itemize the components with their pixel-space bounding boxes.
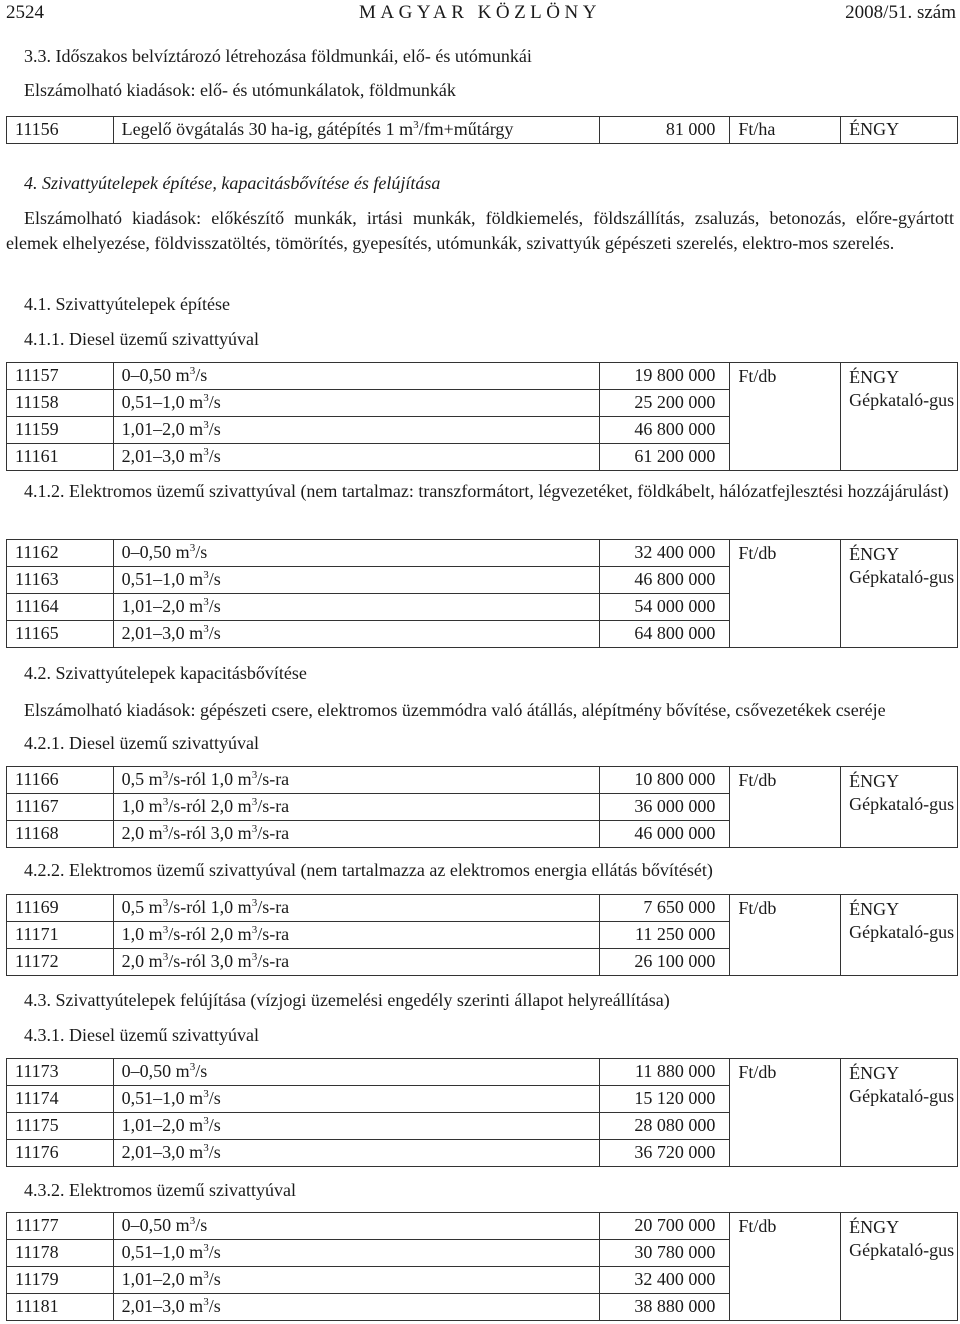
item-source: ÉNGY: [841, 117, 958, 144]
item-price: 46 800 000: [600, 567, 730, 594]
item-description: [113, 1059, 600, 1086]
desc-superscript: 3: [203, 446, 209, 459]
desc-part: /s: [195, 1061, 208, 1082]
desc-superscript: 3: [162, 823, 169, 836]
item-price: 36 720 000: [600, 1140, 730, 1167]
desc-superscript: 3: [251, 924, 258, 937]
item-source: ÉNGY Gépkataló-gus: [841, 540, 958, 648]
item-code: 11167: [7, 794, 114, 821]
desc-superscript: 3: [189, 365, 196, 378]
item-description: [113, 1140, 600, 1167]
item-unit: Ft/ha: [730, 117, 841, 144]
desc-part: /s-ra: [257, 951, 290, 972]
item-description: [113, 567, 600, 594]
item-price: 46 800 000: [600, 417, 730, 444]
item-source: ÉNGY Gépkataló-gus: [841, 895, 958, 976]
section-4-3-2-title: 4.3.2. Elektromos üzemű szivattyúval: [24, 1180, 296, 1200]
desc-part: /s: [208, 1115, 221, 1136]
item-description: [113, 363, 600, 390]
desc-part: /s-ról 3,0 m: [168, 951, 252, 972]
desc-part: 0,51–1,0 m: [121, 392, 204, 413]
item-description: [113, 794, 600, 821]
desc-superscript: 3: [203, 569, 209, 582]
desc-superscript: 3: [251, 769, 258, 782]
item-code: 11176: [7, 1140, 114, 1167]
section-4-1-1-title: 4.1.1. Diesel üzemű szivattyúval: [24, 329, 259, 349]
item-unit: Ft/db: [730, 540, 841, 648]
desc-part: 2,0 m: [121, 823, 163, 844]
desc-superscript: 3: [203, 1115, 209, 1128]
item-code: 11179: [7, 1267, 114, 1294]
table-4-1-1: [6, 362, 958, 471]
desc-superscript: 3: [203, 392, 209, 405]
section-4-1-title: 4.1. Szivattyútelepek építése: [24, 294, 230, 314]
desc-part: /s: [208, 1296, 221, 1317]
desc-superscript: 3: [203, 596, 209, 609]
desc-part: 0–0,50 m: [121, 1215, 190, 1236]
item-price: 54 000 000: [600, 594, 730, 621]
item-code: 11178: [7, 1240, 114, 1267]
item-price: 46 000 000: [600, 821, 730, 848]
desc-part: /s: [195, 365, 208, 386]
item-code: 11159: [7, 417, 114, 444]
item-code: 11177: [7, 1213, 114, 1240]
item-unit: Ft/db: [730, 767, 841, 848]
item-description: [113, 1294, 600, 1321]
item-code: 11174: [7, 1086, 114, 1113]
item-price: 32 400 000: [600, 540, 730, 567]
item-price: 15 120 000: [600, 1086, 730, 1113]
section-4-2-2-title: 4.2.2. Elektromos üzemű szivattyúval (nem tartalmazza az elektromos energia ellátás bővítését): [24, 860, 713, 880]
section-4-3-1-title: 4.3.1. Diesel üzemű szivattyúval: [24, 1025, 259, 1045]
item-code: 11172: [7, 949, 114, 976]
item-description: [113, 821, 600, 848]
desc-superscript: 3: [203, 623, 209, 636]
table-4-1-2: [6, 539, 958, 648]
item-description: [113, 949, 600, 976]
desc-superscript: 3: [162, 924, 169, 937]
desc-part: 1,0 m: [121, 924, 163, 945]
desc-part: /s-ról 1,0 m: [168, 897, 252, 918]
item-price: 64 800 000: [600, 621, 730, 648]
item-price: 19 800 000: [600, 363, 730, 390]
desc-superscript: 3: [189, 542, 196, 555]
desc-part: /s-ról 1,0 m: [168, 769, 252, 790]
section-4-2-costs: Elszámolható kiadások: gépészeti csere, elektromos üzemmódra való átállás, alépítmény bővítése, csővezetékek cseréje: [24, 700, 886, 720]
item-unit: Ft/db: [730, 1059, 841, 1167]
item-description: [113, 390, 600, 417]
item-description: [113, 1267, 600, 1294]
item-code: 11166: [7, 767, 114, 794]
desc-part: /s-ra: [257, 796, 290, 817]
table-row: [7, 895, 958, 922]
desc-part: /s: [208, 569, 221, 590]
item-description: [113, 895, 600, 922]
item-price: 11 880 000: [600, 1059, 730, 1086]
journal-title: MAGYAR KÖZLÖNY: [359, 2, 601, 23]
desc-part: 0,51–1,0 m: [121, 1088, 204, 1109]
desc-part: 2,01–3,0 m: [121, 1142, 204, 1163]
item-unit: Ft/db: [730, 1213, 841, 1321]
item-description: [113, 1213, 600, 1240]
desc-part: 0,51–1,0 m: [121, 1242, 204, 1263]
table-row: [7, 1059, 958, 1086]
section-4-2-1-title: 4.2.1. Diesel üzemű szivattyúval: [24, 733, 259, 753]
item-code: 11156: [7, 117, 114, 144]
desc-part: /s: [208, 392, 221, 413]
item-description: [113, 594, 600, 621]
table-row: [7, 540, 958, 567]
item-price: 32 400 000: [600, 1267, 730, 1294]
desc-part: /s-ra: [257, 897, 290, 918]
item-description: [113, 444, 600, 471]
section-4-title: 4. Szivattyútelepek építése, kapacitásbővítése és felújítása: [24, 173, 441, 193]
desc-superscript: 3: [203, 1269, 209, 1282]
table-4-2-2: [6, 894, 958, 976]
desc-part: /s: [208, 446, 221, 467]
desc-part: /s-ra: [257, 823, 290, 844]
desc-part: /s-ról 2,0 m: [168, 924, 252, 945]
item-code: 11158: [7, 390, 114, 417]
item-code: 11157: [7, 363, 114, 390]
item-code: 11161: [7, 444, 114, 471]
desc-part: /s: [195, 542, 208, 563]
desc-part: /s: [195, 1215, 208, 1236]
item-code: 11181: [7, 1294, 114, 1321]
table-row: [7, 363, 958, 390]
desc-part: /s: [208, 1142, 221, 1163]
section-4-3-title: 4.3. Szivattyútelepek felújítása (vízjogi üzemelési engedély szerinti állapot helyreállítása): [24, 990, 670, 1010]
desc-superscript: 3: [189, 1061, 196, 1074]
item-source: ÉNGY Gépkataló-gus: [841, 1059, 958, 1167]
item-source: ÉNGY Gépkataló-gus: [841, 767, 958, 848]
desc-part: /s: [208, 596, 221, 617]
item-price: 28 080 000: [600, 1113, 730, 1140]
desc-part: /s-ról 3,0 m: [168, 823, 252, 844]
section-4-2-title: 4.2. Szivattyútelepek kapacitásbővítése: [24, 663, 307, 683]
table-4-3-1: [6, 1058, 958, 1167]
desc-superscript: 3: [162, 951, 169, 964]
item-description: [113, 621, 600, 648]
page-header: [0, 2, 960, 26]
desc-part: 0–0,50 m: [121, 1061, 190, 1082]
item-price: 7 650 000: [600, 895, 730, 922]
desc-part: 2,01–3,0 m: [121, 623, 204, 644]
desc-part: 0,5 m: [121, 897, 163, 918]
item-code: 11169: [7, 895, 114, 922]
item-description: [113, 922, 600, 949]
item-price: 20 700 000: [600, 1213, 730, 1240]
desc-superscript: 3: [203, 1296, 209, 1309]
desc-superscript: 3: [203, 419, 209, 432]
item-unit: Ft/db: [730, 363, 841, 471]
desc-superscript: 3: [203, 1142, 209, 1155]
desc-superscript: 3: [251, 951, 258, 964]
desc-part: /s-ra: [257, 924, 290, 945]
item-description: [113, 767, 600, 794]
desc-part: /s: [208, 1269, 221, 1290]
desc-part: 0–0,50 m: [121, 365, 190, 386]
item-code: 11175: [7, 1113, 114, 1140]
item-price: 36 000 000: [600, 794, 730, 821]
table-row: [7, 117, 958, 144]
item-description: [113, 417, 600, 444]
page-number: 2524: [6, 2, 44, 23]
item-price: 26 100 000: [600, 949, 730, 976]
desc-part: 1,0 m: [121, 796, 163, 817]
issue-number: 2008/51. szám: [845, 2, 956, 23]
desc-part: 1,01–2,0 m: [121, 596, 204, 617]
item-price: 81 000: [600, 117, 730, 144]
desc-part: 0,5 m: [121, 769, 163, 790]
item-price: 61 200 000: [600, 444, 730, 471]
desc-part: 2,01–3,0 m: [121, 446, 204, 467]
desc-part: /s: [208, 419, 221, 440]
desc-part: 2,01–3,0 m: [121, 1296, 204, 1317]
item-price: 25 200 000: [600, 390, 730, 417]
item-description: [113, 540, 600, 567]
desc-superscript: 3: [162, 769, 169, 782]
item-price: 11 250 000: [600, 922, 730, 949]
item-price: 30 780 000: [600, 1240, 730, 1267]
item-description: Legelő övgátalás 30 ha-ig, gátépítés 1 $m^3/fm+műtárgy$: [113, 117, 600, 144]
desc-part: /s-ra: [257, 769, 290, 790]
item-code: 11164: [7, 594, 114, 621]
desc-part: 1,01–2,0 m: [121, 1269, 204, 1290]
desc-superscript: 3: [251, 897, 258, 910]
desc-part: /s: [208, 1242, 221, 1263]
desc-part: 0,51–1,0 m: [121, 569, 204, 590]
item-price: 10 800 000: [600, 767, 730, 794]
section-4-1-2-title: 4.1.2. Elektromos üzemű szivattyúval (nem tartalmaz: transzformátort, légvezetéket, földkábelt, hálózatfejlesztési hozzájárulást): [24, 481, 949, 501]
item-source: ÉNGY Gépkataló-gus: [841, 363, 958, 471]
item-price: 38 880 000: [600, 1294, 730, 1321]
section-4-costs: Elszámolható kiadások: előkészítő munkák, irtási munkák, földkiemelés, földszállítás, zsaluzás, betonozás, előre-gyártott elemek elhelyezése, földvisszatöltés, tömörítés, gyepesítés, utómunkák, szivattyúk gépészeti szerelés, elektro-mos szerelés.: [6, 208, 954, 253]
section-3-3-title: 3.3. Időszakos belvíztározó létrehozása földmunkái, elő- és utómunkái: [24, 46, 532, 66]
desc-part: /s: [208, 1088, 221, 1109]
item-code: 11168: [7, 821, 114, 848]
item-code: 11162: [7, 540, 114, 567]
section-3-3-costs: Elszámolható kiadások: elő- és utómunkálatok, földmunkák: [24, 80, 456, 100]
item-code: 11163: [7, 567, 114, 594]
desc-superscript: 3: [189, 1215, 196, 1228]
table-3-3: [6, 116, 958, 144]
item-source: ÉNGY Gépkataló-gus: [841, 1213, 958, 1321]
desc-superscript: 3: [162, 897, 169, 910]
item-code: 11171: [7, 922, 114, 949]
desc-part: /s: [208, 623, 221, 644]
desc-part: /s-ról 2,0 m: [168, 796, 252, 817]
table-row: [7, 1213, 958, 1240]
table-4-3-2: [6, 1212, 958, 1321]
desc-part: 2,0 m: [121, 951, 163, 972]
desc-superscript: 3: [251, 796, 258, 809]
table-4-2-1: [6, 766, 958, 848]
desc-superscript: 3: [203, 1242, 209, 1255]
item-code: 11165: [7, 621, 114, 648]
item-code: 11173: [7, 1059, 114, 1086]
item-description: [113, 1240, 600, 1267]
desc-superscript: 3: [162, 796, 169, 809]
desc-part: 1,01–2,0 m: [121, 1115, 204, 1136]
item-description: [113, 1113, 600, 1140]
desc-part: 1,01–2,0 m: [121, 419, 204, 440]
table-row: [7, 767, 958, 794]
desc-superscript: 3: [251, 823, 258, 836]
item-description: [113, 1086, 600, 1113]
item-unit: Ft/db: [730, 895, 841, 976]
desc-superscript: 3: [203, 1088, 209, 1101]
desc-part: 0–0,50 m: [121, 542, 190, 563]
